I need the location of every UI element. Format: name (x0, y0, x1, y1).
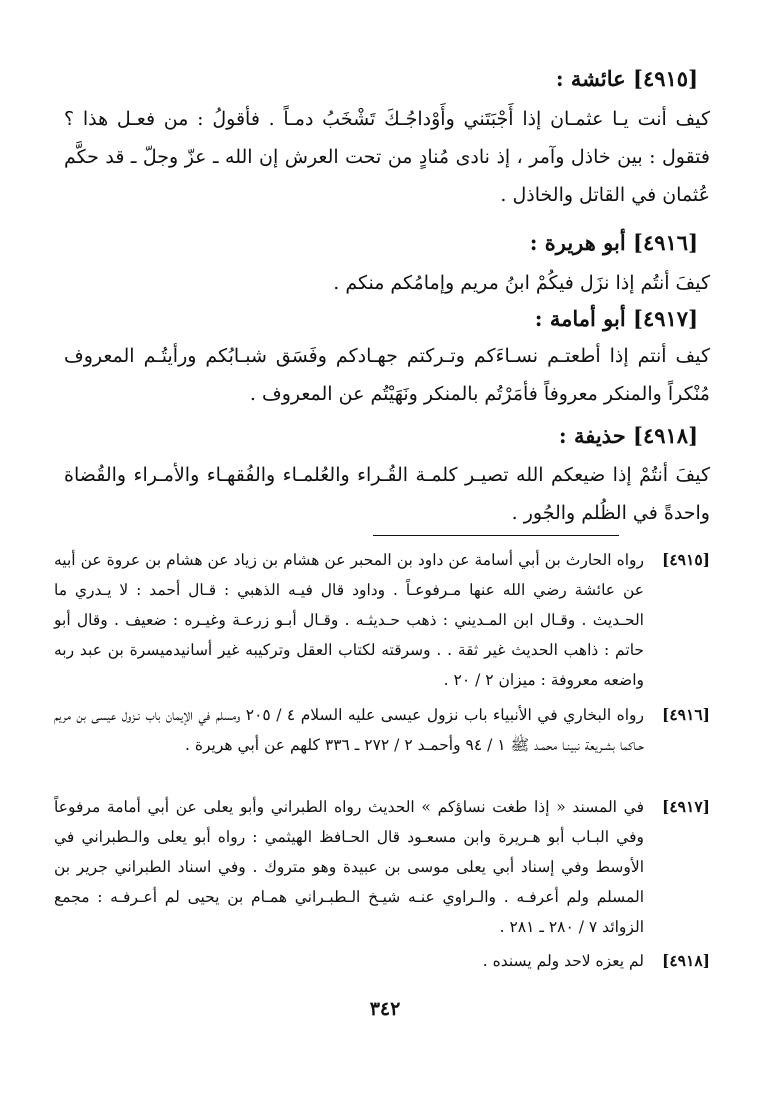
hadith-4918-heading: [٤٩١٨] حذيفة : (558, 423, 698, 448)
footnote-divider (373, 535, 619, 536)
hadith-4915-text: كيف أنت يـا عثمـان إذا أَجْبَتَني وأَوْداجُـكَ تَشْخَبُ دمـاً . فأقولُ : من فعـل هذا ؟ فتقول : بين خاذل وآمر ، إذ نادى مُنادٍ من تحت العرش إن الله ـ عزّ وجلّ ـ قد حكَّم عُثمان في القاتل والخاذل . (64, 108, 710, 206)
footnote-4917-text: في المسند « إذا طغت نساؤكم » الحديث رواه الطبراني وأبو يعلى عن أبي أمامة مرفوعاً وفي البـاب أبو هـريرة وابن مسعـود قال الحـافظ الهيثمي : رواه أبو يعلى والـطبراني في الأوسط وفي إسناد أبي يعلى موسى بن عبيدة وهو متروك . وفي اسناد الطبراني جرير بن المسلم ولم أعرفـه . والـراوي عنـه شيـخ الـطبـراني همـام بن يحيى لم أعـرفـه : مجمع الزوائد ٧ / ٢٨٠ ـ ٢٨١ . (54, 798, 644, 936)
footnote-4915-text: رواه الحارث بن أبي أسامة عن داود بن المحبر عن هشام بن زياد عن هشام بن عروة عن أبيه عن عائشة رضي الله عنها مـرفوعـاً . وداود قال فيـه الذهبي : قـال أحمد : لا يـدري ما الحـديث . وقـال ابن المـديني : ذهب حـديثـه . وقـال أبـو زرعـة وغيـره : ضعيف . وقال أبو حاتم : ذاهب الحديث غير ثقة . . وسرقته لكتاب العقل وتركيبه غير أسانيدميسرة بن عبد ربه واضعه معروفة : ميزان ٢ / ٢٠ . (54, 551, 644, 689)
footnote-4915 (54, 545, 710, 695)
hadith-4917-heading: [٤٩١٧] أبو أمامة : (534, 306, 698, 331)
footnote-4916-text: رواه البخاري في الأنبياء باب نزول عيسى عليه السلام ٤ / ٢٠٥ ومسلم في الإيمان باب نـزول عيسى بن مريم حـاكما بشـريعة نبينـا محمـد ﷺ ١ / ٩٤ وأحمـد ٢ / ٢٧٢ ـ ٣٣٦ كلهم عن أبي هريرة . (54, 706, 645, 754)
footnote-4918-number: [٤٩١٨] (662, 951, 710, 970)
footnote-4917-number: [٤٩١٧] (662, 797, 710, 816)
hadith-4916-heading: [٤٩١٦] أبو هريرة : (529, 230, 698, 255)
hadith-4916-text: كيفَ أنتُم إذا نزَل فيكُمْ ابنُ مريم وإمامُكم منكم . (333, 272, 710, 294)
page-number: ٣٤٢ (369, 998, 401, 1020)
footnote-4915-number: [٤٩١٥] (662, 550, 710, 569)
hadith-4918-text: كيفَ أنتُمْ إذا ضيعكم الله تصيـر كلمـة القُـراء والعُلمـاء والفُقهـاء والأمـراء والقُضاة واحدةً في الظُلم والجُور . (64, 464, 710, 524)
hadith-4917-text: كيف أنتم إذا أطعتـم نسـاءَكم وتـركتم جهـادكم وفَسَق شبـابُكم ورأيتُـم المعروف مُنْكراً والمنكر معروفاً فأمَرْتُم بالمنكر ونَهَيْتُم عن المعروف . (64, 345, 710, 405)
footnote-4916-number: [٤٩١٦] (662, 705, 710, 724)
footnote-4918 (54, 946, 710, 976)
footnote-4917 (54, 792, 710, 942)
footnote-4918-text: لم يعزه لاحد ولم يسنده . (482, 952, 644, 970)
hadith-4915-heading: [٤٩١٥] عائشة : (555, 66, 698, 91)
footnote-4916 (54, 700, 710, 760)
